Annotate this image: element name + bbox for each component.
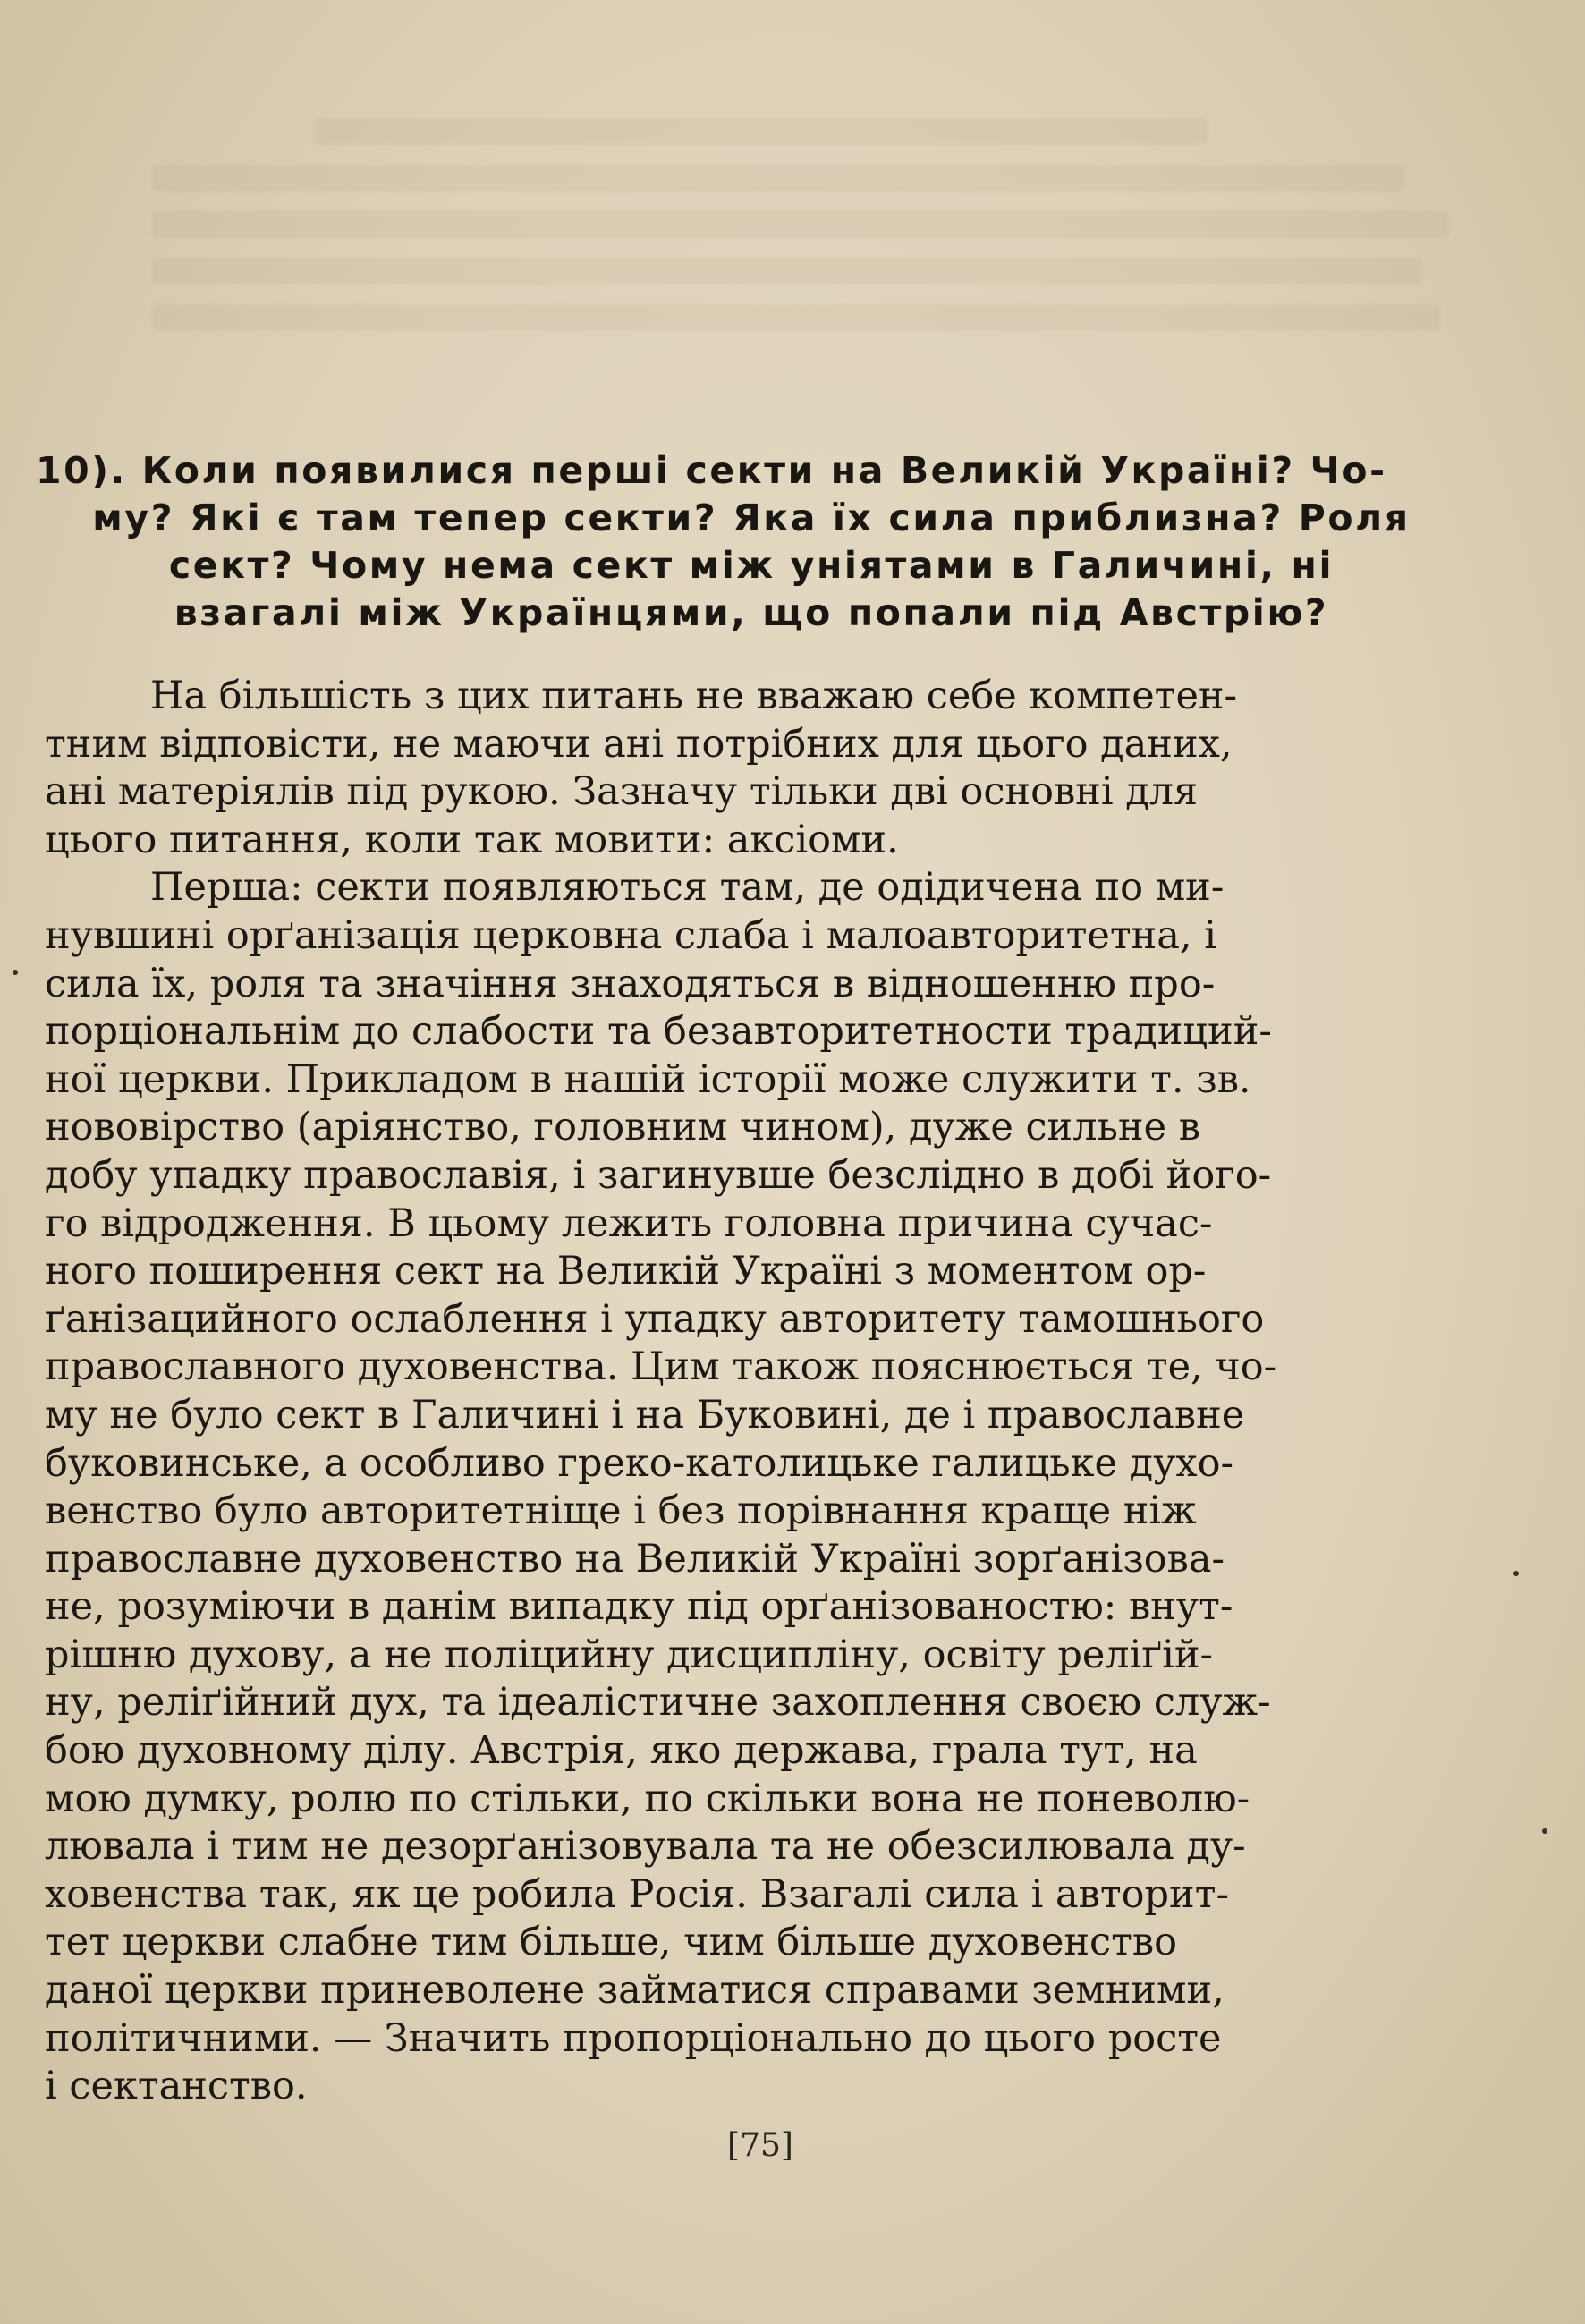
body-line: ховенства так, як це робила Росія. Взагалі сила і авторит- — [45, 1871, 1230, 1917]
ink-speck — [1513, 1571, 1519, 1576]
body-line: ної церкви. Прикладом в нашій історії може служити т. зв. — [45, 1056, 1251, 1102]
body-line: православного духовенства. Цим також пояснюється те, чо- — [45, 1344, 1277, 1390]
body-line: і сектанство. — [45, 2064, 308, 2109]
body-line: ані матеріялів під рукою. Зазначу тільки дві основні для — [45, 769, 1199, 815]
body-line: не, розуміючи в данім випадку під орґанізованостю: внут- — [45, 1584, 1233, 1630]
body-line: даної церкви приневолене займатися справами земними, — [45, 1968, 1225, 2014]
body-line: цього питання, коли так мовити: аксіоми. — [45, 817, 899, 862]
body-line: порціональнім до слабости та безавторитетности традиций- — [45, 1009, 1272, 1055]
body-line: бою духовному ділу. Австрія, яко держава, грала тут, на — [45, 1728, 1198, 1774]
body-line: му не було сект в Галичині і на Буковині, де і православне — [45, 1392, 1245, 1438]
body-line: ґанізацийного ослаблення і упадку авторитету тамошнього — [45, 1296, 1265, 1342]
question-line: 10). Коли появилися перші секти на Великій Україні? Чо- — [36, 449, 1387, 492]
body-line: лювала і тим не дезорґанізовувала та не обезсилювала ду- — [45, 1824, 1246, 1870]
answer-body — [45, 673, 1476, 2111]
body-line: сила їх, роля та значіння знаходяться в відношенню про- — [45, 961, 1216, 1006]
body-line: ного поширення сект на Великій Україні з моментом ор- — [45, 1249, 1207, 1294]
body-line: добу упадку православія, і загинувше безслідно в добі його- — [45, 1152, 1272, 1198]
body-line: тет церкви слабне тим більше, чим більше духовенство — [45, 1920, 1177, 1965]
body-line: православне духовенство на Великій Україні зорґанізова- — [45, 1536, 1225, 1582]
body-line: нувшині орґанізація церковна слаба і малоавторитетна, і — [45, 912, 1216, 958]
page-number: [75] — [727, 2127, 793, 2164]
body-line: мою думку, ролю по стільки, по скільки вона не поневолю- — [45, 1776, 1250, 1821]
body-line: тним відповісти, не маючи ані потрібних для цього даних, — [45, 721, 1233, 767]
question-line: сект? Чому нема сект між уніятами в Галичині, ні — [168, 544, 1335, 587]
body-line: Перша: секти появляються там, де одідичена по ми- — [150, 865, 1225, 911]
body-line: ну, реліґійний дух, та ідеалістичне захоплення своєю служ- — [45, 1680, 1271, 1726]
question-line: взагалі між Українцями, що попали під Австрію? — [174, 591, 1329, 634]
ink-speck — [1542, 1828, 1547, 1834]
ink-speck — [13, 970, 18, 975]
bleed-through-shadow — [152, 98, 1449, 347]
body-line: нововірство (аріянство, головним чином), дуже сильне в — [45, 1105, 1200, 1150]
body-line: рішню духову, а не поліцийну дисципліну, освіту реліґій- — [45, 1632, 1214, 1677]
body-line: На більшість з цих питань не вважаю себе компетен- — [150, 674, 1238, 718]
body-line: го відродження. В цьому лежить головна причина сучас- — [45, 1200, 1213, 1246]
body-line: політичними. — Значить пропорціонально до цього росте — [45, 2015, 1222, 2061]
question-heading — [36, 447, 1467, 637]
body-line: буковинське, а особливо греко-католицьке галицьке духо- — [45, 1440, 1234, 1486]
body-line: венство було авторитетніще і без порівнання краще ніж — [45, 1489, 1197, 1534]
question-line: му? Які є там тепер секти? Яка їх сила приблизна? Роля — [92, 496, 1411, 539]
